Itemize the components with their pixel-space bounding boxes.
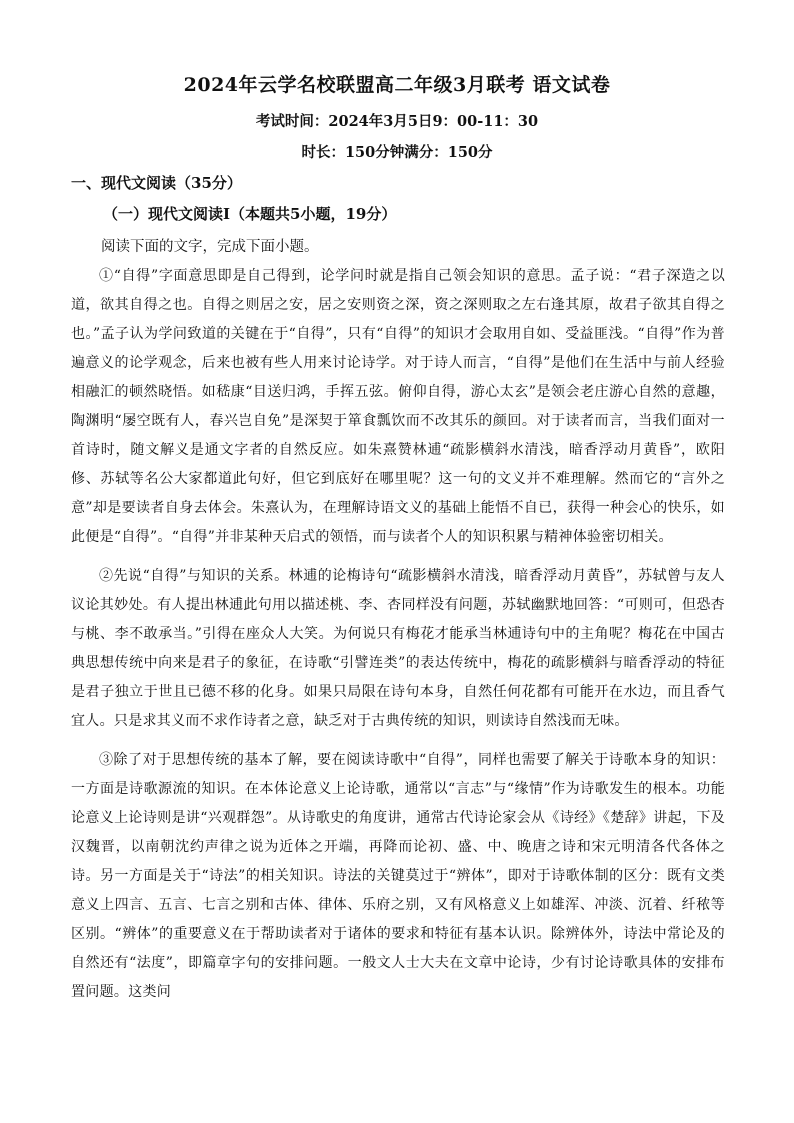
exam-time: 考试时间：2024年3月5日9：00-11：30 [255,113,539,130]
passage-paragraph-3: ③除了对于思想传统的基本了解，要在阅读诗歌中“自得”，同样也需要了解关于诗歌本身的知识：一方面是诗歌源流的知识。在本体论意义上论诗歌，通常以“言志”与“缘情”作为诗歌发生的根本。功能论意义上论诗则是讲“兴观群怨”。从诗歌史的角度讲，通常古代诗论家会从《诗经》《楚辞》讲起，下及汉魏晋，以南朝沈约声律之说为近体之开端，再降而论初、盛、中、晚唐之诗和宋元明清各代各体之诗。另一方面是关于“诗法”的相关知识。诗法的关键莫过于“辨体”，即对于诗歌体制的区分：既有文类意义上四言、五言、七言之别和古体、律体、乐府之别，又有风格意义上如雄浑、冲淡、沉着、纤秾等区别。“辨体”的重要意义在于帮助读者对于诸体的要求和特征有基本认识。除辨体外，诗法中常论及的自然还有“法度”，即篇章字句的安排问题。一般文人士大夫在文章中论诗，少有讨论诗歌具体的安排布置问题。这类问 [71,752,725,1000]
exam-duration-score: 时长：150分钟满分：150分 [301,144,493,161]
subsection-heading: （一）现代文阅读Ⅰ（本题共5小题，19分） [103,205,397,223]
passage-paragraph-2: ②先说“自得”与知识的关系。林逋的论梅诗句“疏影横斜水清浅，暗香浮动月黄昏”，苏轼曾与友人议论其妙处。有人提出林逋此句用以描述桃、李、杏同样没有问题，苏轼幽默地回答：“可则可，但恐杏与桃、李不敢承当。”引得在座众人大笑。为何说只有梅花才能承当林逋诗句中的主角呢？梅花在中国古典思想传统中向来是君子的象征，在诗歌“引譬连类”的表达传统中，梅花的疏影横斜与暗香浮动的特征是君子独立于世且已德不移的化身。如果只局限在诗句本身，自然任何花都有可能开在水边，而且香气宜人。只是求其义而不求作诗者之意，缺乏对于古典传统的知识，则读诗自然浅而无味。 [71,568,725,729]
exam-title: 2024年云学名校联盟高二年级3月联考 语文试卷 [183,74,611,96]
reading-instruction: 阅读下面的文字，完成下面小题。 [101,239,319,255]
passage-body [71,262,725,1017]
passage-paragraph-1: ①“自得”字面意思即是自己得到，论学问时就是指自己领会知识的意思。孟子说：“君子深造之以道，欲其自得之也。自得之则居之安，居之安则资之深，资之深则取之左右逢其原，故君子欲其自得之也。”孟子认为学问致道的关键在于“自得”，只有“自得”的知识才会取用自如、受益匪浅。“自得”作为普遍意义的论学观念，后来也被有些人用来讨论诗学。对于诗人而言，“自得”是他们在生活中与前人经验相融汇的顿然晓悟。如嵇康“目送归鸿，手挥五弦。俯仰自得，游心太玄”是领会老庄游心自然的意趣，陶渊明“屡空既有人，春兴岂自免”是深契于箪食瓢饮而不改其乐的颜回。对于读者而言，当我们面对一首诗时，随文解义是通文字者的自然反应。如朱熹赞林逋“疏影横斜水清浅，暗香浮动月黄昏”，欧阳修、苏轼等名公大家都道此句好，但它到底好在哪里呢？这一句的文义并不难理解。然而它的“言外之意”却是要读者自身去体会。朱熹认为，在理解诗语文义的基础上能悟不自已，获得一种会心的快乐，如此便是“自得”。“自得”并非某种天启式的领悟，而与读者个人的知识积累与精神体验密切相关。 [71,268,725,545]
section-heading: 一、现代文阅读（35分） [71,174,242,192]
